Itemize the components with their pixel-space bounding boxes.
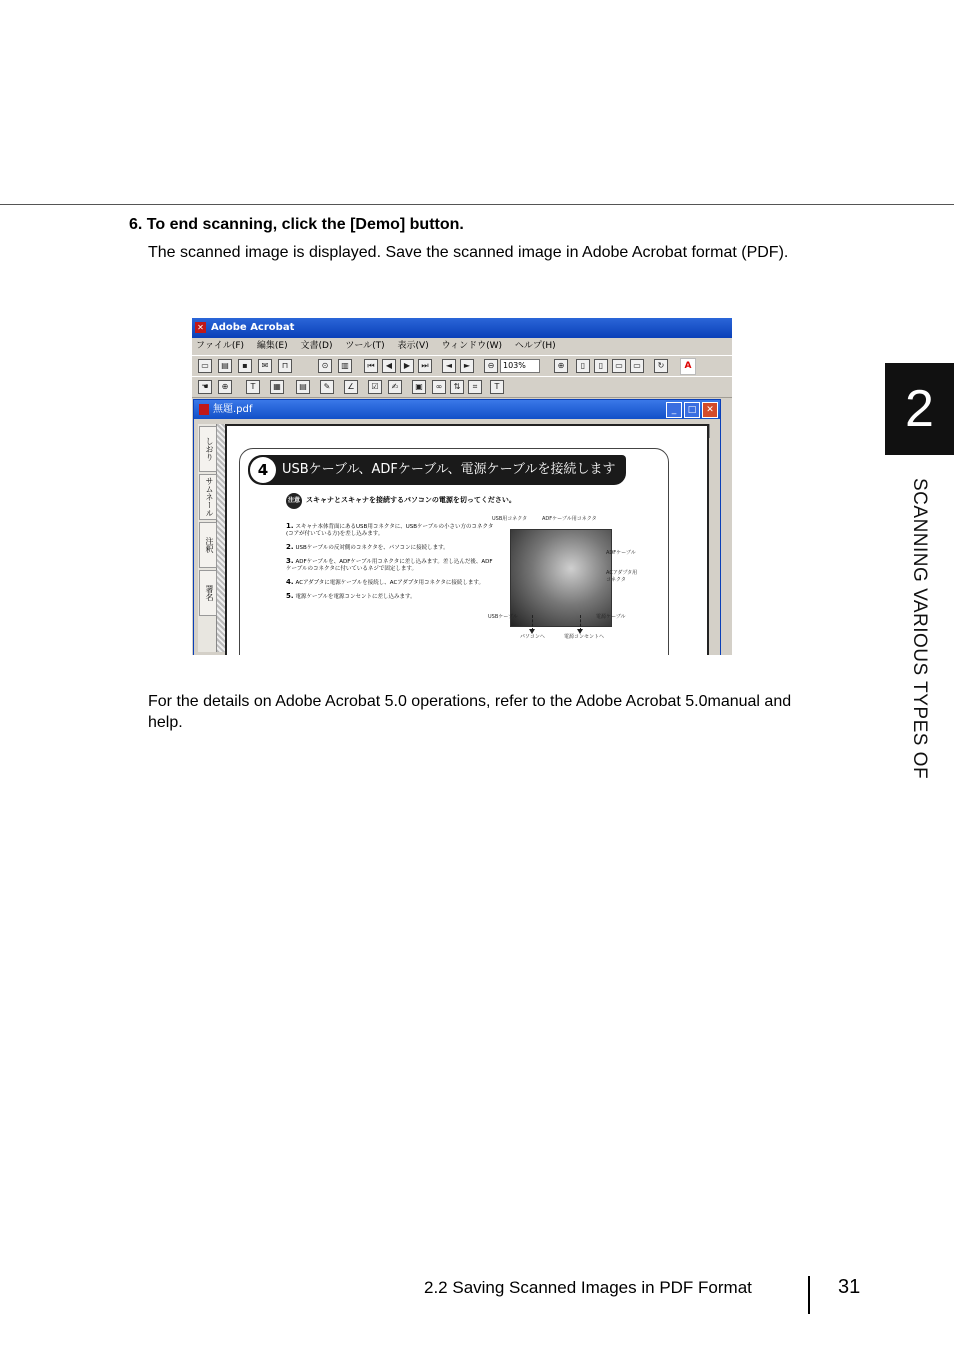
page-frame (239, 448, 669, 655)
page-steps (286, 523, 496, 607)
first-page-icon[interactable]: ⏮ (364, 359, 378, 373)
zoom-field[interactable]: 103% (500, 359, 540, 373)
menu-edit[interactable]: 編集(E) (256, 341, 288, 351)
label-usb-cable: USBケーブル (488, 614, 518, 620)
chapter-title: SCANNING VARIOUS TYPES OF (909, 478, 930, 780)
signature-icon[interactable]: ✍ (388, 380, 402, 394)
menu-window[interactable]: ウィンドウ(W) (441, 341, 502, 351)
page-step: 4. ACアダプタに電源ケーブルを接続し、ACアダプタ用コネクタに接続します。 (286, 578, 484, 586)
touchup-text-icon[interactable]: T (490, 380, 504, 394)
article-icon[interactable]: ⇅ (450, 380, 464, 394)
caution-badge: 注意 (286, 493, 302, 509)
fit-visible-icon[interactable]: ▭ (630, 359, 644, 373)
crop-icon[interactable]: ⌗ (468, 380, 482, 394)
arrow-to-outlet (580, 615, 582, 631)
next-page-icon[interactable]: ▶ (400, 359, 414, 373)
zoom-tool-icon[interactable]: ⊕ (218, 380, 232, 394)
acrobat-screenshot (192, 318, 732, 655)
page-number: 31 (838, 1276, 861, 1298)
menu-help[interactable]: ヘルプ(H) (514, 341, 556, 351)
label-usb-connector: USB用コネクタ (492, 516, 528, 522)
step-body: The scanned image is displayed. Save the scanned image in Adobe Acrobat format (PDF). (148, 244, 789, 261)
arrow-to-pc (532, 615, 534, 631)
page-note (286, 493, 516, 509)
tab-signatures[interactable]: 署名 (199, 570, 217, 616)
save-icon[interactable]: ▪ (238, 359, 252, 373)
page-step: 1. スキャナ本体背面にあるUSB用コネクタに、USBケーブルの小さい方のコネクタ(コアが付いている方)を差し込みます。 (286, 522, 494, 537)
step-heading: 6. To end scanning, click the [Demo] button. (129, 216, 464, 233)
page-step: 2. USBケーブルの反対側のコネクタを、パソコンに接続します。 (286, 543, 449, 551)
header-rule (0, 204, 954, 205)
pane-divider[interactable] (217, 424, 225, 652)
pane-icon[interactable]: ▥ (338, 359, 352, 373)
maximize-icon[interactable]: □ (684, 402, 700, 418)
lock-icon[interactable]: ⊓ (278, 359, 292, 373)
back-icon[interactable]: ◄ (442, 359, 456, 373)
label-to-pc: パソコンへ (520, 634, 545, 640)
label-adf-connector: ADFケーブル用コネクタ (542, 516, 597, 522)
hand-icon[interactable]: ☚ (198, 380, 212, 394)
toolbar-tools (192, 376, 732, 398)
find-icon[interactable]: ⊙ (318, 359, 332, 373)
note-icon[interactable]: ▤ (296, 380, 310, 394)
window-buttons (664, 402, 718, 421)
text-select-icon[interactable]: T (246, 380, 260, 394)
label-power-cable: 電源ケーブル (596, 614, 626, 620)
fit-page-icon[interactable]: ▯ (594, 359, 608, 373)
prev-page-icon[interactable]: ◀ (382, 359, 396, 373)
document-title: 無題.pdf (213, 404, 253, 415)
label-adf-cable: ADFケーブル (606, 550, 636, 556)
forward-icon[interactable]: ► (460, 359, 474, 373)
actual-size-icon[interactable]: ▯ (576, 359, 590, 373)
pdf-doc-icon (199, 404, 209, 415)
acrobat-icon: ✕ (195, 322, 206, 333)
close-icon[interactable]: ✕ (702, 402, 718, 418)
page-note-text: スキャナとスキャナを接続するパソコンの電源を切ってください。 (306, 496, 516, 504)
footer-section-title: 2.2 Saving Scanned Images in PDF Format (424, 1278, 752, 1297)
last-page-icon[interactable]: ⏭ (418, 359, 432, 373)
print-icon[interactable]: ▤ (218, 359, 232, 373)
navigation-tabs (198, 424, 217, 652)
document-titlebar (194, 400, 720, 419)
chapter-number-tab: 2 (885, 363, 954, 455)
pencil-icon[interactable]: ✎ (320, 380, 334, 394)
label-ac-connector: ACアダプタ用コネクタ (606, 570, 638, 583)
adobe-logo[interactable]: A (680, 358, 696, 375)
tab-comments[interactable]: 注釈 (199, 522, 217, 568)
page-step-number: 4 (250, 457, 276, 483)
page-step: 3. ADFケーブルを、ADFケーブル用コネクタに差し込みます。差し込んだ後、ADFケーブルのコネクタに付いているネジで固定します。 (286, 557, 493, 572)
minimize-icon[interactable]: _ (666, 402, 682, 418)
label-to-outlet: 電源コンセントへ (564, 634, 605, 640)
form-icon[interactable]: ☑ (368, 380, 382, 394)
document-window (193, 399, 721, 655)
app-titlebar (192, 318, 732, 338)
page-heading-bar (248, 455, 626, 485)
toolbar-main (192, 355, 732, 377)
tab-thumbnails[interactable]: サムネール (199, 474, 217, 520)
menu-tools[interactable]: ツール(T) (345, 341, 385, 351)
highlight-icon[interactable]: ∠ (344, 380, 358, 394)
link-icon[interactable]: ∞ (432, 380, 446, 394)
page-heading: USBケーブル、ADFケーブル、電源ケーブルを接続します (282, 462, 616, 477)
graphics-select-icon[interactable]: ▦ (270, 380, 284, 394)
details-paragraph: For the details on Adobe Acrobat 5.0 operations, refer to the Adobe Acrobat 5.0manual and help. (148, 693, 792, 731)
tab-bookmarks[interactable]: しおり (199, 426, 217, 472)
pdf-page (225, 424, 709, 655)
zoom-in-icon[interactable]: ⊕ (554, 359, 568, 373)
menu-bar (192, 338, 732, 354)
rotate-icon[interactable]: ↻ (654, 359, 668, 373)
email-icon[interactable]: ✉ (258, 359, 272, 373)
app-title: Adobe Acrobat (211, 322, 295, 333)
footer-divider (808, 1276, 810, 1314)
menu-document[interactable]: 文書(D) (300, 341, 333, 351)
open-icon[interactable]: ▭ (198, 359, 212, 373)
movie-icon[interactable]: ▣ (412, 380, 426, 394)
page-step: 5. 電源ケーブルを電源コンセントに差し込みます。 (286, 592, 416, 600)
fit-width-icon[interactable]: ▭ (612, 359, 626, 373)
menu-file[interactable]: ファイル(F) (196, 341, 245, 351)
zoom-out-icon[interactable]: ⊖ (484, 359, 498, 373)
menu-view[interactable]: 表示(V) (397, 341, 429, 351)
